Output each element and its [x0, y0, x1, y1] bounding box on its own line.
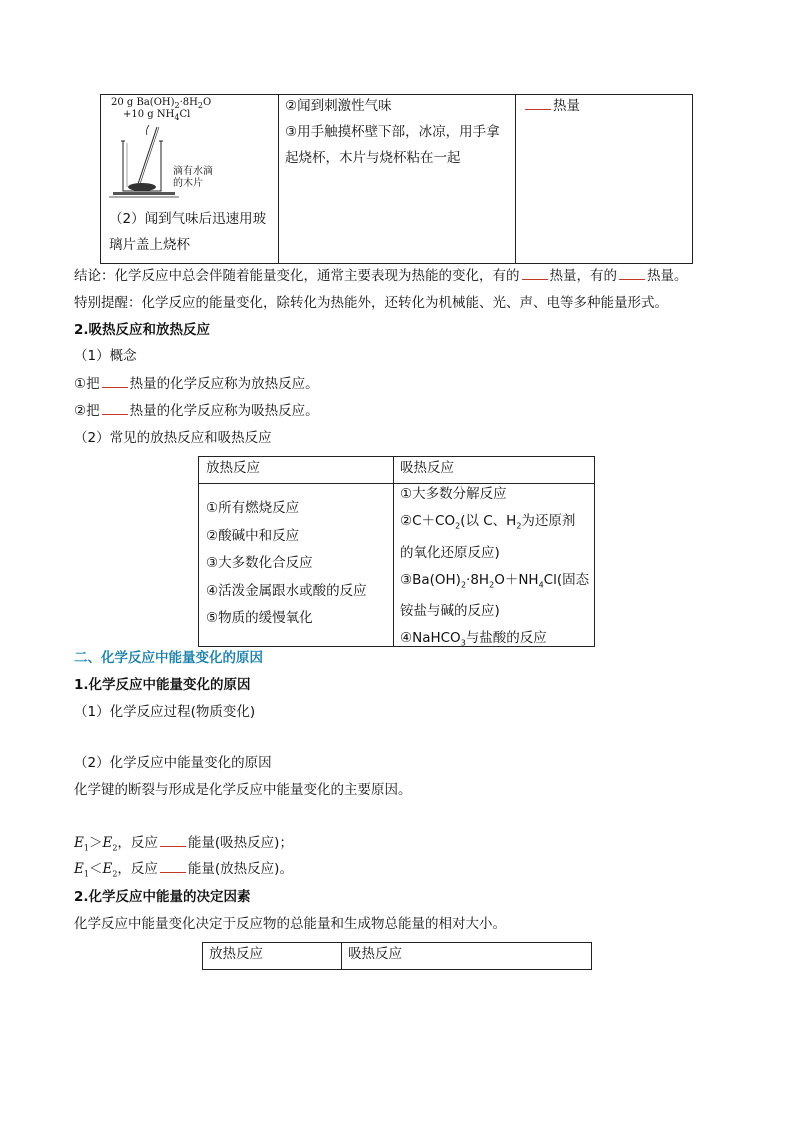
observations: ②闻到刺激性气味 ③用手触摸杯壁下部，冰凉，用手拿 起烧杯，木片与烧杯粘在一起: [285, 98, 500, 166]
decide-line: 化学反应中能量变化决定于反应物的总能量和生成物总能量的相对大小。: [74, 916, 506, 932]
list-item: 铵盐与碱的反应): [400, 603, 500, 620]
list-item: ②酸碱中和反应: [206, 527, 300, 544]
section-2-heading: 二、化学反应中能量变化的原因: [74, 650, 263, 666]
endothermic-list: [400, 481, 589, 657]
list-item: ①大多数分解反应: [400, 486, 507, 502]
reason-line: （2）化学反应中能量变化的原因: [74, 755, 272, 771]
list-item: 的氧化还原反应): [400, 544, 500, 561]
concept-line: （1）概念: [74, 348, 137, 364]
heading-2-decide: 2.化学反应中能量的决定因素: [74, 889, 251, 905]
header-endothermic: 吸热反应: [400, 460, 454, 476]
beaker-apparatus-illustration: [109, 121, 179, 201]
result-blank: [525, 95, 551, 110]
reminder-line: 特别提醒：化学反应的能量变化，除转化为热能外，还转化为机械能、光、声、电等多种能量形式。: [74, 295, 668, 311]
experiment-table: [100, 94, 693, 264]
step-2-text: （2）闻到气味后迅速用玻 璃片盖上烧杯: [109, 211, 267, 253]
list-item: ④NaHCO$_3$与盐酸的反应: [400, 630, 547, 649]
process-line: （1）化学反应过程(物质变化): [74, 704, 256, 720]
common-reactions-line: （2）常见的放热反应和吸热反应: [74, 430, 272, 446]
heading-1-reason: 1.化学反应中能量变化的原因: [74, 677, 251, 693]
heading-2: 2.吸热反应和放热反应: [74, 322, 211, 338]
bottom-header-exothermic: 放热反应: [209, 946, 263, 962]
bond-line: 化学键的断裂与形成是化学反应中能量变化的主要原因。: [74, 782, 412, 798]
bottom-header-endothermic: 吸热反应: [348, 946, 402, 962]
header-exothermic: 放热反应: [206, 460, 260, 476]
definition-2: ②把 热量的化学反应称为吸热反应。: [74, 400, 319, 421]
reagent-label-2: +10 g $NH_4Cl$: [123, 109, 191, 122]
e1-greater-line: $E_1>E_2$，反应 能量(吸热反应)；: [74, 832, 293, 859]
list-item: ③大多数化合反应: [206, 555, 313, 571]
wood-label: 滴有水滴 的木片: [173, 166, 213, 189]
exothermic-list: [206, 495, 367, 633]
conclusion-line: 结论：化学反应中总会伴随着能量变化，通常主要表现为热能的变化，有的 热量，有的 热量。: [74, 265, 688, 286]
list-item: ④活泼金属跟水或酸的反应: [206, 582, 367, 599]
list-item: $②C+CO_2$(以 C、$H_2$为还原剂: [400, 513, 576, 531]
e1-less-line: $E_1<E_2$，反应 能量(放热反应)。: [74, 858, 293, 885]
list-item: ⑤物质的缓慢氧化: [206, 610, 313, 626]
reagent-label-1: 20 g $Ba(OH)_2\cdot 8H_2O$: [111, 97, 212, 110]
result-heat: 热量: [523, 93, 580, 119]
list-item: $③Ba(OH)_2\cdot 8H_2O+NH_4Cl$(固态: [400, 571, 590, 590]
definition-1: ①把 热量的化学反应称为放热反应。: [74, 373, 319, 394]
list-item: ①所有燃烧反应: [206, 500, 300, 516]
reaction-table: [198, 456, 595, 647]
bottom-table: [202, 942, 592, 970]
